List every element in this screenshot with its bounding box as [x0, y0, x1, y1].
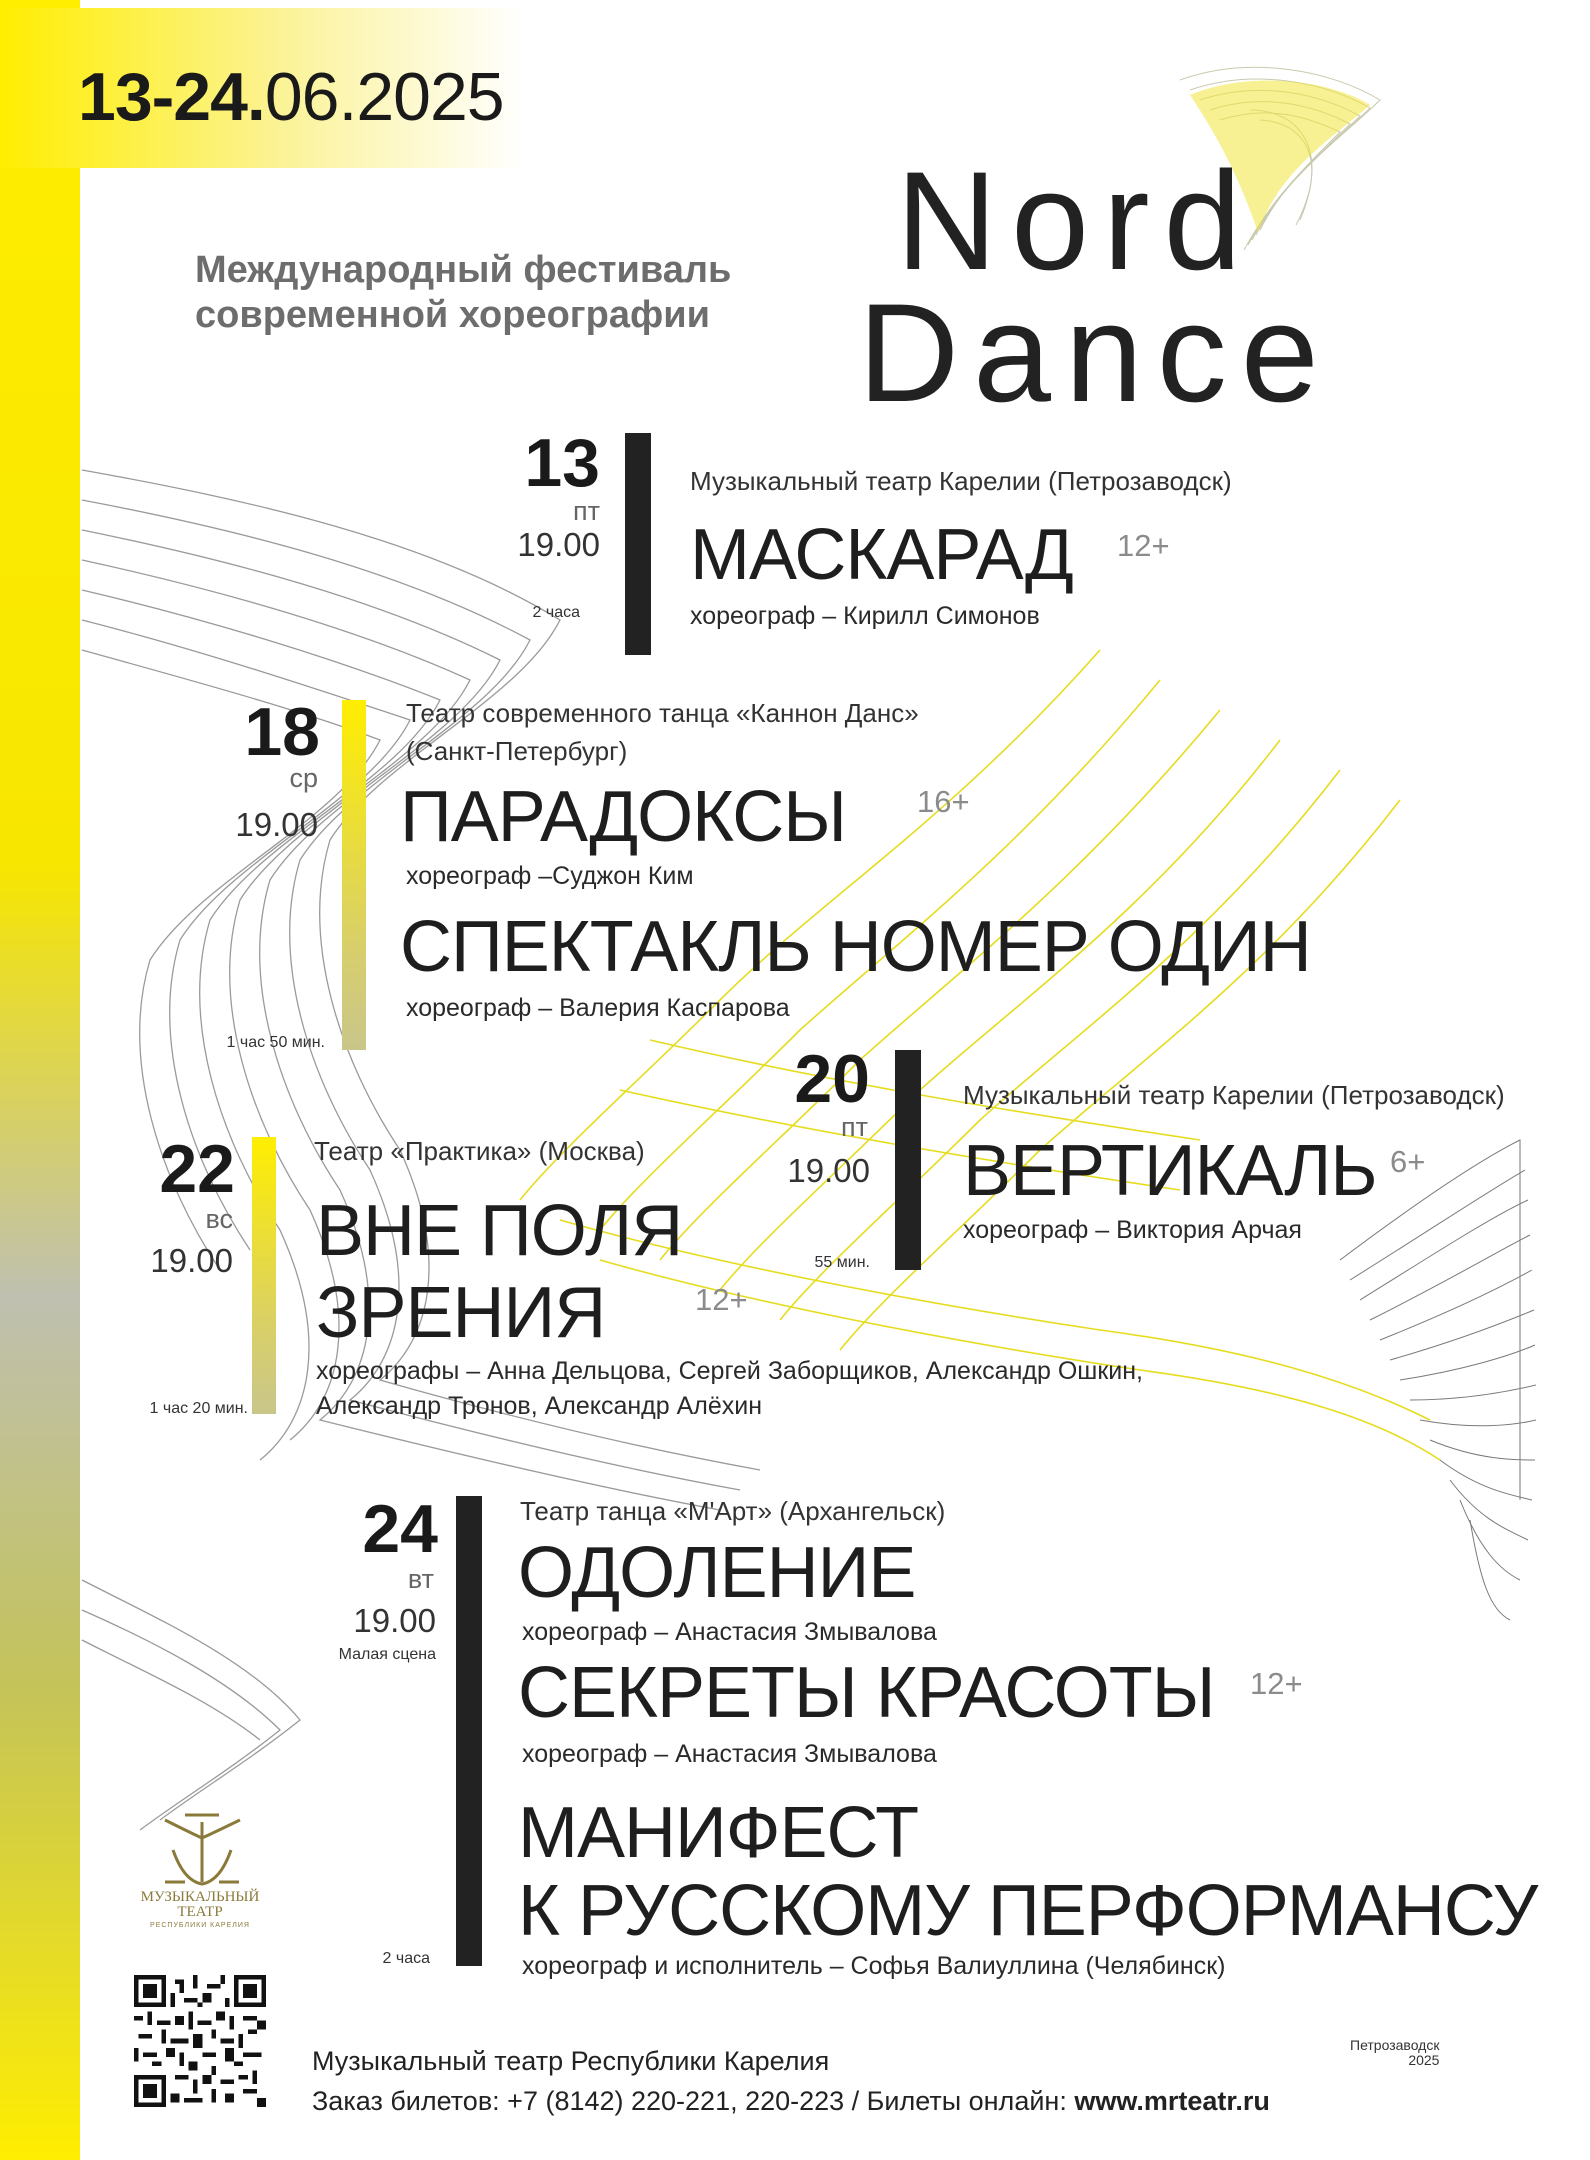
show-title-line1: ВНЕ ПОЛЯ — [316, 1191, 683, 1271]
show-choreographer: хореограф – Валерия Каспарова — [406, 994, 790, 1022]
age-rating: 16+ — [917, 784, 970, 819]
logo-dance-word: Dance — [858, 274, 1333, 431]
footer-city-year — [1350, 2038, 1439, 2068]
logo-text-line2: ТЕАТР — [177, 1904, 223, 1920]
show-choreographer: хореограф и исполнитель – Софья Валиуллина (Челябинск) — [522, 1952, 1226, 1980]
event-weekday: пт — [573, 496, 600, 526]
event-venue: Музыкальный театр Карелии (Петрозаводск) — [690, 466, 1232, 496]
event-venue: Музыкальный театр Карелии (Петрозаводск) — [963, 1080, 1505, 1110]
age-rating: 6+ — [1390, 1144, 1426, 1179]
event-day: 24 — [362, 1491, 438, 1567]
logo-nord-word: Nord — [896, 142, 1256, 299]
event-duration: 2 часа — [532, 604, 580, 621]
event-bar — [895, 1050, 921, 1270]
tickets-phone-text: Заказ билетов: +7 (8142) 220-221, 220-223 / Билеты онлайн: — [312, 2086, 1075, 2116]
event-time: 19.00 — [353, 1602, 436, 1639]
show-title: ВЕРТИКАЛЬ — [963, 1131, 1377, 1211]
event-time: 19.00 — [150, 1242, 233, 1279]
show-choreographer: хореограф –Суджон Ким — [406, 862, 694, 890]
event-time: 19.00 — [517, 526, 600, 563]
show-title-line2: К РУССКОМУ ПЕРФОРМАНСУ — [518, 1871, 1538, 1951]
show-choreographer: хореограф – Анастасия Змывалова — [522, 1618, 937, 1646]
event-day: 18 — [244, 694, 320, 770]
age-rating: 12+ — [695, 1282, 748, 1317]
age-rating: 12+ — [1117, 528, 1170, 563]
show-title: СЕКРЕТЫ КРАСОТЫ — [518, 1653, 1215, 1733]
show-choreographer: хореограф – Виктория Арчая — [963, 1216, 1302, 1244]
event-time: 19.00 — [787, 1152, 870, 1189]
event-duration: 2 часа — [382, 1950, 430, 1967]
nord-dance-logo — [858, 142, 1333, 431]
footer-city: Петрозаводск — [1350, 2037, 1440, 2053]
show-choreographer-line1: хореографы – Анна Дельцова, Сергей Заборщиков, Александр Ошкин, — [316, 1357, 1143, 1385]
show-title-line2: ЗРЕНИЯ — [316, 1273, 606, 1353]
event-venue: Театр танца «М'Арт» (Архангельск) — [520, 1496, 946, 1526]
event-bar — [625, 433, 651, 655]
festival-title-line2: современной хореографии — [195, 294, 710, 336]
event-day: 13 — [524, 425, 600, 501]
show-title: ОДОЛЕНИЕ — [518, 1533, 916, 1613]
event-duration: 55 мин. — [814, 1254, 870, 1271]
event-weekday: пт — [841, 1112, 868, 1142]
theatre-logo-subtext: РЕСПУБЛИКИ КАРЕЛИЯ — [150, 1922, 250, 1929]
show-choreographer: хореограф – Анастасия Змывалова — [522, 1740, 937, 1768]
event-duration: 1 час 50 мин. — [226, 1034, 325, 1051]
event-bar — [456, 1496, 482, 1966]
qr-code[interactable] — [134, 1975, 266, 2107]
event-bar — [252, 1137, 276, 1414]
event-weekday: вс — [205, 1204, 233, 1234]
footer-tickets — [312, 2086, 1270, 2117]
website-link[interactable]: www.mrteatr.ru — [1074, 2086, 1270, 2116]
show-title: МАСКАРАД — [690, 515, 1073, 595]
show-choreographer: хореограф – Кирилл Симонов — [690, 602, 1040, 630]
theatre-logo-text — [130, 1890, 270, 1920]
festival-title — [195, 248, 731, 338]
event-weekday: вт — [407, 1564, 434, 1594]
event-venue-line1: Театр современного танца «Каннон Данс» — [406, 698, 919, 728]
mesh-lines-right — [1340, 1140, 1536, 1620]
event-weekday: ср — [289, 763, 318, 793]
festival-dates: 13-24.06.2025 — [78, 59, 504, 135]
event-time: 19.00 — [235, 806, 318, 843]
event-day: 20 — [794, 1041, 870, 1117]
show-choreographer-line2: Александр Тронов, Александр Алёхин — [316, 1392, 763, 1420]
event-duration: 1 час 20 мин. — [149, 1400, 248, 1417]
festival-title-line1: Международный фестиваль — [195, 249, 732, 291]
footer-year: 2025 — [1408, 2052, 1440, 2068]
theatre-logo-icon — [155, 1810, 250, 1890]
event-venue: Театр «Практика» (Москва) — [314, 1136, 645, 1166]
event-stage: Малая сцена — [338, 1646, 436, 1663]
event-bar — [342, 700, 366, 1050]
event-venue-line2: (Санкт-Петербург) — [406, 736, 628, 766]
logo-text-line1: МУЗЫКАЛЬНЫЙ — [140, 1889, 260, 1905]
event-day: 22 — [159, 1131, 235, 1207]
show-title: ПАРАДОКСЫ — [400, 777, 847, 857]
footer-theatre-name: Музыкальный театр Республики Карелия — [312, 2046, 830, 2076]
show-title-line1: МАНИФЕСТ — [518, 1793, 919, 1873]
show-title: СПЕКТАКЛЬ НОМЕР ОДИН — [400, 907, 1311, 987]
yellow-lines — [520, 650, 1440, 1460]
age-rating: 12+ — [1250, 1666, 1303, 1701]
